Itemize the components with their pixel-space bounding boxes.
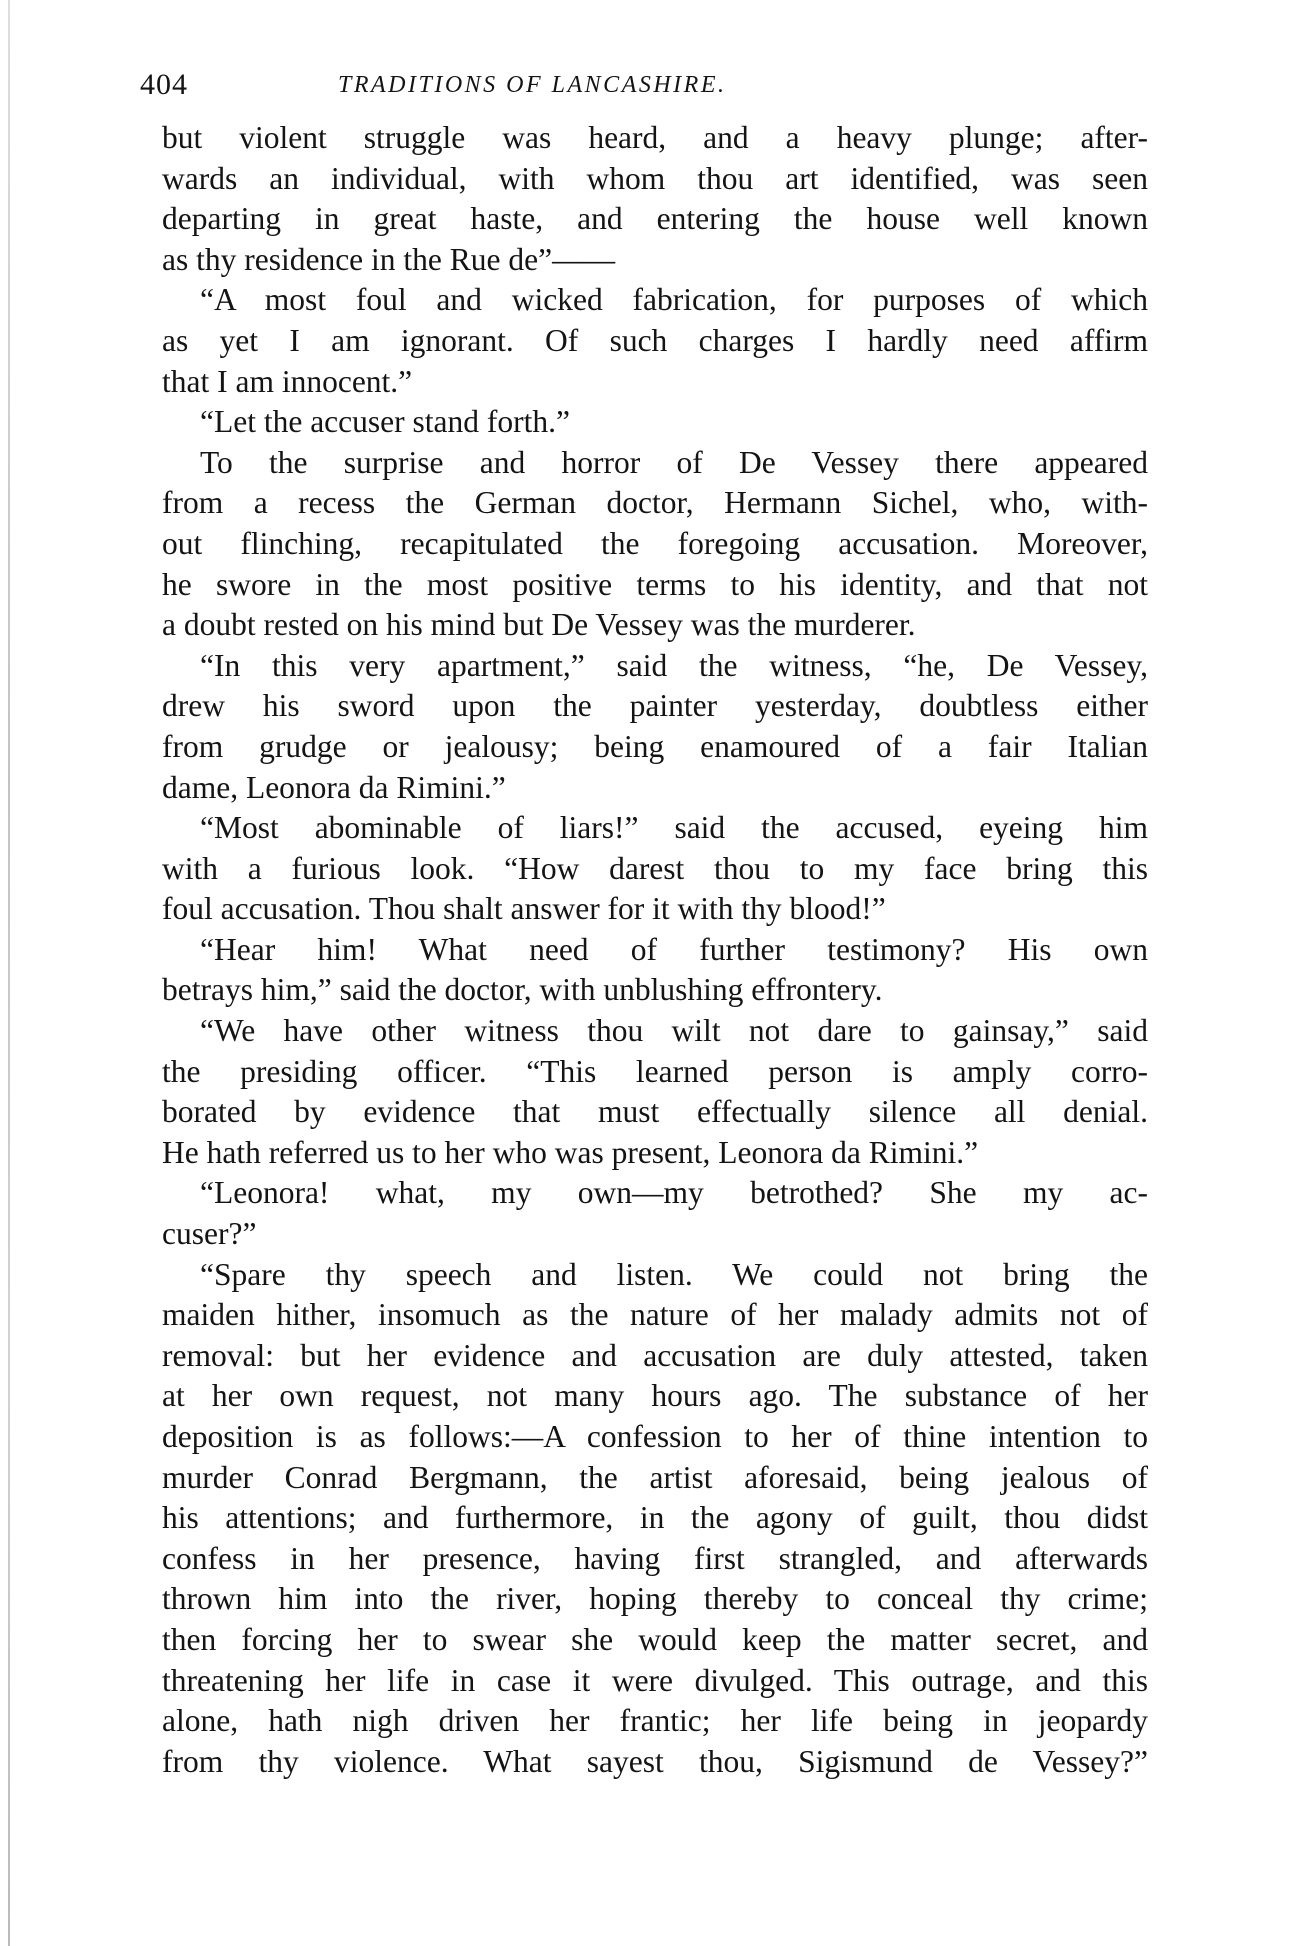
text-line: “We have other witness thou wilt not dare to gainsay,” said [200,1013,1148,1049]
running-title: TRADITIONS OF LANCASHIRE. [338,72,727,98]
text-line: confess in her presence, having first strangled, and afterwards [162,1540,1148,1576]
text-line: He hath referred us to her who was present, Leonora da Rimini.” [162,1134,979,1170]
text-line: from grudge or jealousy; being enamoured of a fair Italian [162,728,1148,764]
text-line: thrown him into the river, hoping thereby to conceal thy crime; [162,1581,1148,1617]
text-line: dame, Leonora da Rimini.” [162,769,506,805]
text-line: alone, hath nigh driven her frantic; her life being in jeopardy [162,1703,1148,1739]
text-line: “Hear him! What need of further testimony? His own [200,931,1148,967]
text-line: out flinching, recapitulated the foregoing accusation. Moreover, [162,525,1148,561]
text-line: maiden hither, insomuch as the nature of her malady admits not of [162,1297,1148,1333]
page-edge-shadow [8,0,10,1946]
text-line: but violent struggle was heard, and a heavy plunge; after- [162,120,1148,155]
text-line: departing in great haste, and entering the house well known [162,201,1148,237]
text-line: that I am innocent.” [162,363,413,399]
text-line: “A most foul and wicked fabrication, for purposes of which [200,282,1148,318]
body-text [162,118,1148,1782]
text-line: from thy violence. What sayest thou, Sigismund de Vessey?” [162,1743,1148,1779]
text-line: at her own request, not many hours ago. The substance of her [162,1378,1148,1414]
text-line: foul accusation. Thou shalt answer for it with thy blood!” [162,891,886,927]
text-line: a doubt rested on his mind but De Vessey was the murderer. [162,607,916,643]
page-header [140,68,1140,108]
text-line: borated by evidence that must effectually silence all denial. [162,1094,1148,1130]
text-line: he swore in the most positive terms to his identity, and that not [162,566,1148,602]
text-line: the presiding officer. “This learned person is amply corro- [162,1053,1148,1089]
text-line: “Leonora! what, my own—my betrothed? She my ac- [200,1175,1148,1211]
page-number: 404 [140,68,188,101]
text-line: as yet I am ignorant. Of such charges I hardly need affirm [162,322,1148,358]
text-line: his attentions; and furthermore, in the agony of guilt, thou didst [162,1500,1148,1536]
text-line: threatening her life in case it were divulged. This outrage, and this [162,1662,1148,1698]
text-line: “In this very apartment,” said the witness, “he, De Vessey, [200,647,1148,683]
text-line: then forcing her to swear she would keep the matter secret, and [162,1621,1148,1657]
text-line: betrays him,” said the doctor, with unblushing effrontery. [162,972,883,1008]
text-line: To the surprise and horror of De Vessey there appeared [200,444,1148,480]
text-line: from a recess the German doctor, Hermann Sichel, who, with- [162,485,1148,521]
text-line: “Let the accuser stand forth.” [200,404,570,440]
text-line: removal: but her evidence and accusation are duly attested, taken [162,1337,1148,1373]
text-line: drew his sword upon the painter yesterday, doubtless either [162,688,1148,724]
text-line: wards an individual, with whom thou art identified, was seen [162,160,1148,196]
text-line: “Most abominable of liars!” said the accused, eyeing him [200,810,1148,846]
text-line: cuser?” [162,1216,257,1252]
text-line: deposition is as follows:—A confession to her of thine intention to [162,1419,1148,1454]
text-line: with a furious look. “How darest thou to my face bring this [162,850,1148,886]
text-line: as thy residence in the Rue de”—— [162,241,616,277]
text-line: murder Conrad Bergmann, the artist aforesaid, being jealous of [162,1459,1148,1495]
text-line: “Spare thy speech and listen. We could not bring the [200,1256,1148,1292]
